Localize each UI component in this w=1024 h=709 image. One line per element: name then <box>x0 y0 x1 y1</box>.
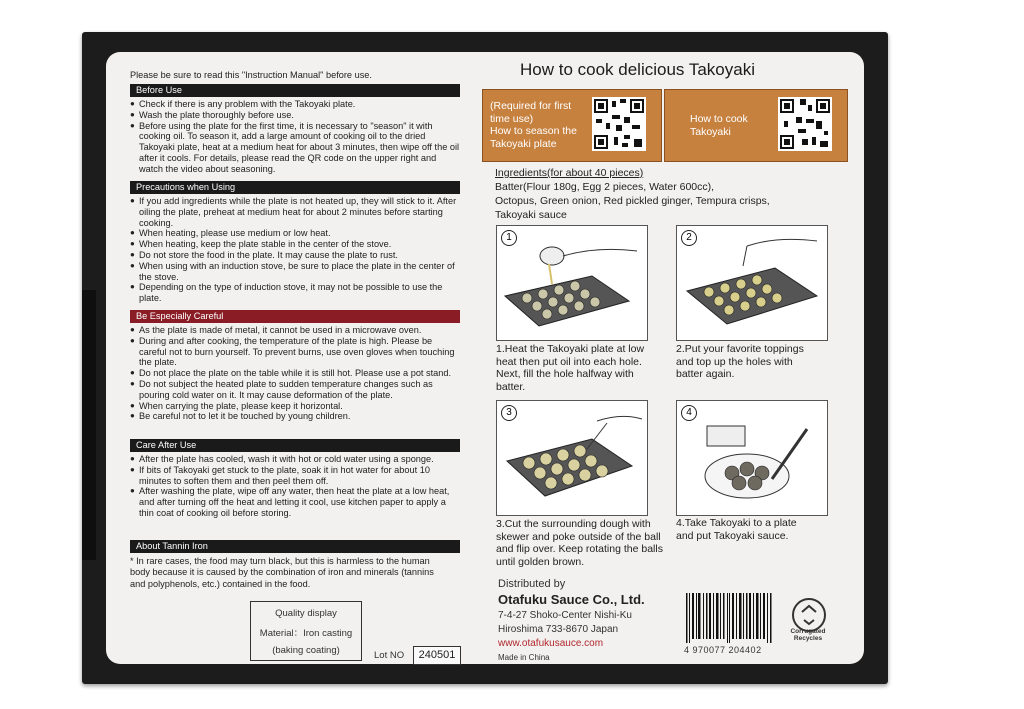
ingredients-title: Ingredients(for about 40 pieces) <box>495 167 644 179</box>
takoyaki-plate-icon <box>677 226 827 340</box>
lot-number: 240501 <box>413 646 461 665</box>
takoyaki-plate-icon <box>497 226 647 340</box>
section-header-care-after: Care After Use <box>130 439 460 452</box>
barcode-number: 4 970077 204402 <box>684 645 762 655</box>
made-in-label: Made in China <box>498 653 550 662</box>
list-item: ● When carrying the plate, please keep it horizontal. <box>130 401 462 412</box>
takoyaki-serving-icon <box>677 401 827 515</box>
list-item: ● After the plate has cooled, wash it with hot or cold water using a sponge. <box>130 454 462 465</box>
list-item: ● When heating, please use medium or low heat. <box>130 228 462 239</box>
list-item: ● Do not subject the heated plate to sudden temperature changes such as pouring cold water on it. It may cause deformation of the plate. <box>130 379 462 401</box>
list-item: ● Before using the plate for the first time, it is necessary to "season" it with cooking oil. To season it, add a large amount of cooking oil to the dried Takoyaki plate, heat at a medium heat for about 3 minutes, then wipe off the oil after it cools. For details, please read the QR code on the upper right and watch the video about seasoning. <box>130 121 462 175</box>
list-item: ● As the plate is made of metal, it cannot be used in a microwave oven. <box>130 325 462 336</box>
recipe-title: How to cook delicious Takoyaki <box>520 60 755 79</box>
takoyaki-plate-icon <box>497 401 647 515</box>
list-item: ● When using with an induction stove, be sure to place the plate in the center of the stove. <box>130 261 462 283</box>
address-line-2: Hiroshima 733-8670 Japan <box>498 624 619 635</box>
careful-list <box>130 325 462 422</box>
ingredients-line: Batter(Flour 180g, Egg 2 pieces, Water 600cc), <box>495 181 715 193</box>
step-number: 4 <box>681 405 697 421</box>
distributed-by-label: Distributed by <box>498 578 566 590</box>
step-3-text: 3.Cut the surrounding dough with skewer and poke outside of the ball and flip over. Keep rotating the balls until golden brown. <box>496 518 663 568</box>
care-after-list <box>130 454 462 519</box>
list-item: ● Do not place the plate on the table while it is still hot. Please use a pot stand. <box>130 368 462 379</box>
precautions-list <box>130 196 462 304</box>
barcode-icon <box>686 593 772 643</box>
section-header-careful: Be Especially Careful <box>130 310 460 323</box>
recycle-label: Corrugated Recycles <box>790 628 826 642</box>
qr-seasoning-label: (Required for first time use) How to season the Takoyaki plate <box>490 100 577 150</box>
step-2-text: 2.Put your favorite toppings and top up the holes with batter again. <box>676 343 804 381</box>
step-2-illustration <box>676 225 828 341</box>
recycle-icon <box>792 598 826 632</box>
section-header-tannin: About Tannin Iron <box>130 540 460 553</box>
box-flap <box>82 290 96 560</box>
quality-title: Quality display <box>275 608 337 619</box>
section-header-precautions: Precautions when Using <box>130 181 460 194</box>
list-item: ● Do not store the food in the plate. It may cause the plate to rust. <box>130 250 462 261</box>
list-item: ● If bits of Takoyaki get stuck to the plate, soak it in hot water for about 10 minutes to soften them and then peel them off. <box>130 465 462 487</box>
tannin-text: * In rare cases, the food may turn black, but this is harmless to the human body because it is caused by the combination of iron and minerals (tannins and polyphenols, etc.) contained in the food. <box>130 556 434 589</box>
list-item: ● During and after cooking, the temperature of the plate is high. Please be careful not to burn yourself. To prevent burns, use oven gloves when touching the plate. <box>130 336 462 368</box>
qr-code-cooking[interactable] <box>778 97 832 151</box>
step-3-illustration <box>496 400 648 516</box>
qr-cooking-label: How to cook Takoyaki <box>690 113 748 138</box>
step-4-illustration <box>676 400 828 516</box>
quality-display-box <box>250 601 362 661</box>
intro-text: Please be sure to read this "Instruction Manual" before use. <box>130 70 372 80</box>
step-number: 1 <box>501 230 517 246</box>
address-line-1: 7-4-27 Shoko-Center Nishi-Ku <box>498 610 632 621</box>
section-header-before-use: Before Use <box>130 84 460 97</box>
list-item: ● Be careful not to let it be touched by young children. <box>130 411 462 422</box>
list-item: ● When heating, keep the plate stable in the center of the stove. <box>130 239 462 250</box>
ingredients-line: Octopus, Green onion, Red pickled ginger, Tempura crisps, <box>495 195 770 207</box>
company-name: Otafuku Sauce Co., Ltd. <box>498 592 645 607</box>
list-item: ● Wash the plate thoroughly before use. <box>130 110 462 121</box>
step-4-text: 4.Take Takoyaki to a plate and put Takoyaki sauce. <box>676 517 797 542</box>
list-item: ● Check if there is any problem with the Takoyaki plate. <box>130 99 462 110</box>
list-item: ● Depending on the type of induction stove, it may not be possible to use the plate. <box>130 282 462 304</box>
quality-coating: (baking coating) <box>272 645 340 656</box>
quality-material: Material：Iron casting <box>259 628 353 639</box>
before-use-list <box>130 99 462 175</box>
website-link[interactable]: www.otafukusauce.com <box>498 638 604 649</box>
lot-label: Lot NO <box>374 650 405 661</box>
step-1-illustration <box>496 225 648 341</box>
ingredients-line: Takoyaki sauce <box>495 209 567 221</box>
step-number: 2 <box>681 230 697 246</box>
step-number: 3 <box>501 405 517 421</box>
step-1-text: 1.Heat the Takoyaki plate at low heat then put oil into each hole. Next, fill the hole halfway with batter. <box>496 343 645 393</box>
qr-code-seasoning[interactable] <box>592 97 646 151</box>
list-item: ● After washing the plate, wipe off any water, then heat the plate at a low heat, and after turning off the heat and letting it cool, use kitchen paper to apply a thin coat of cooking oil before storing. <box>130 486 462 518</box>
list-item: ● If you add ingredients while the plate is not heated up, they will stick to it. After oiling the plate, preheat at medium heat for about 2 minutes before starting cooking. <box>130 196 462 228</box>
